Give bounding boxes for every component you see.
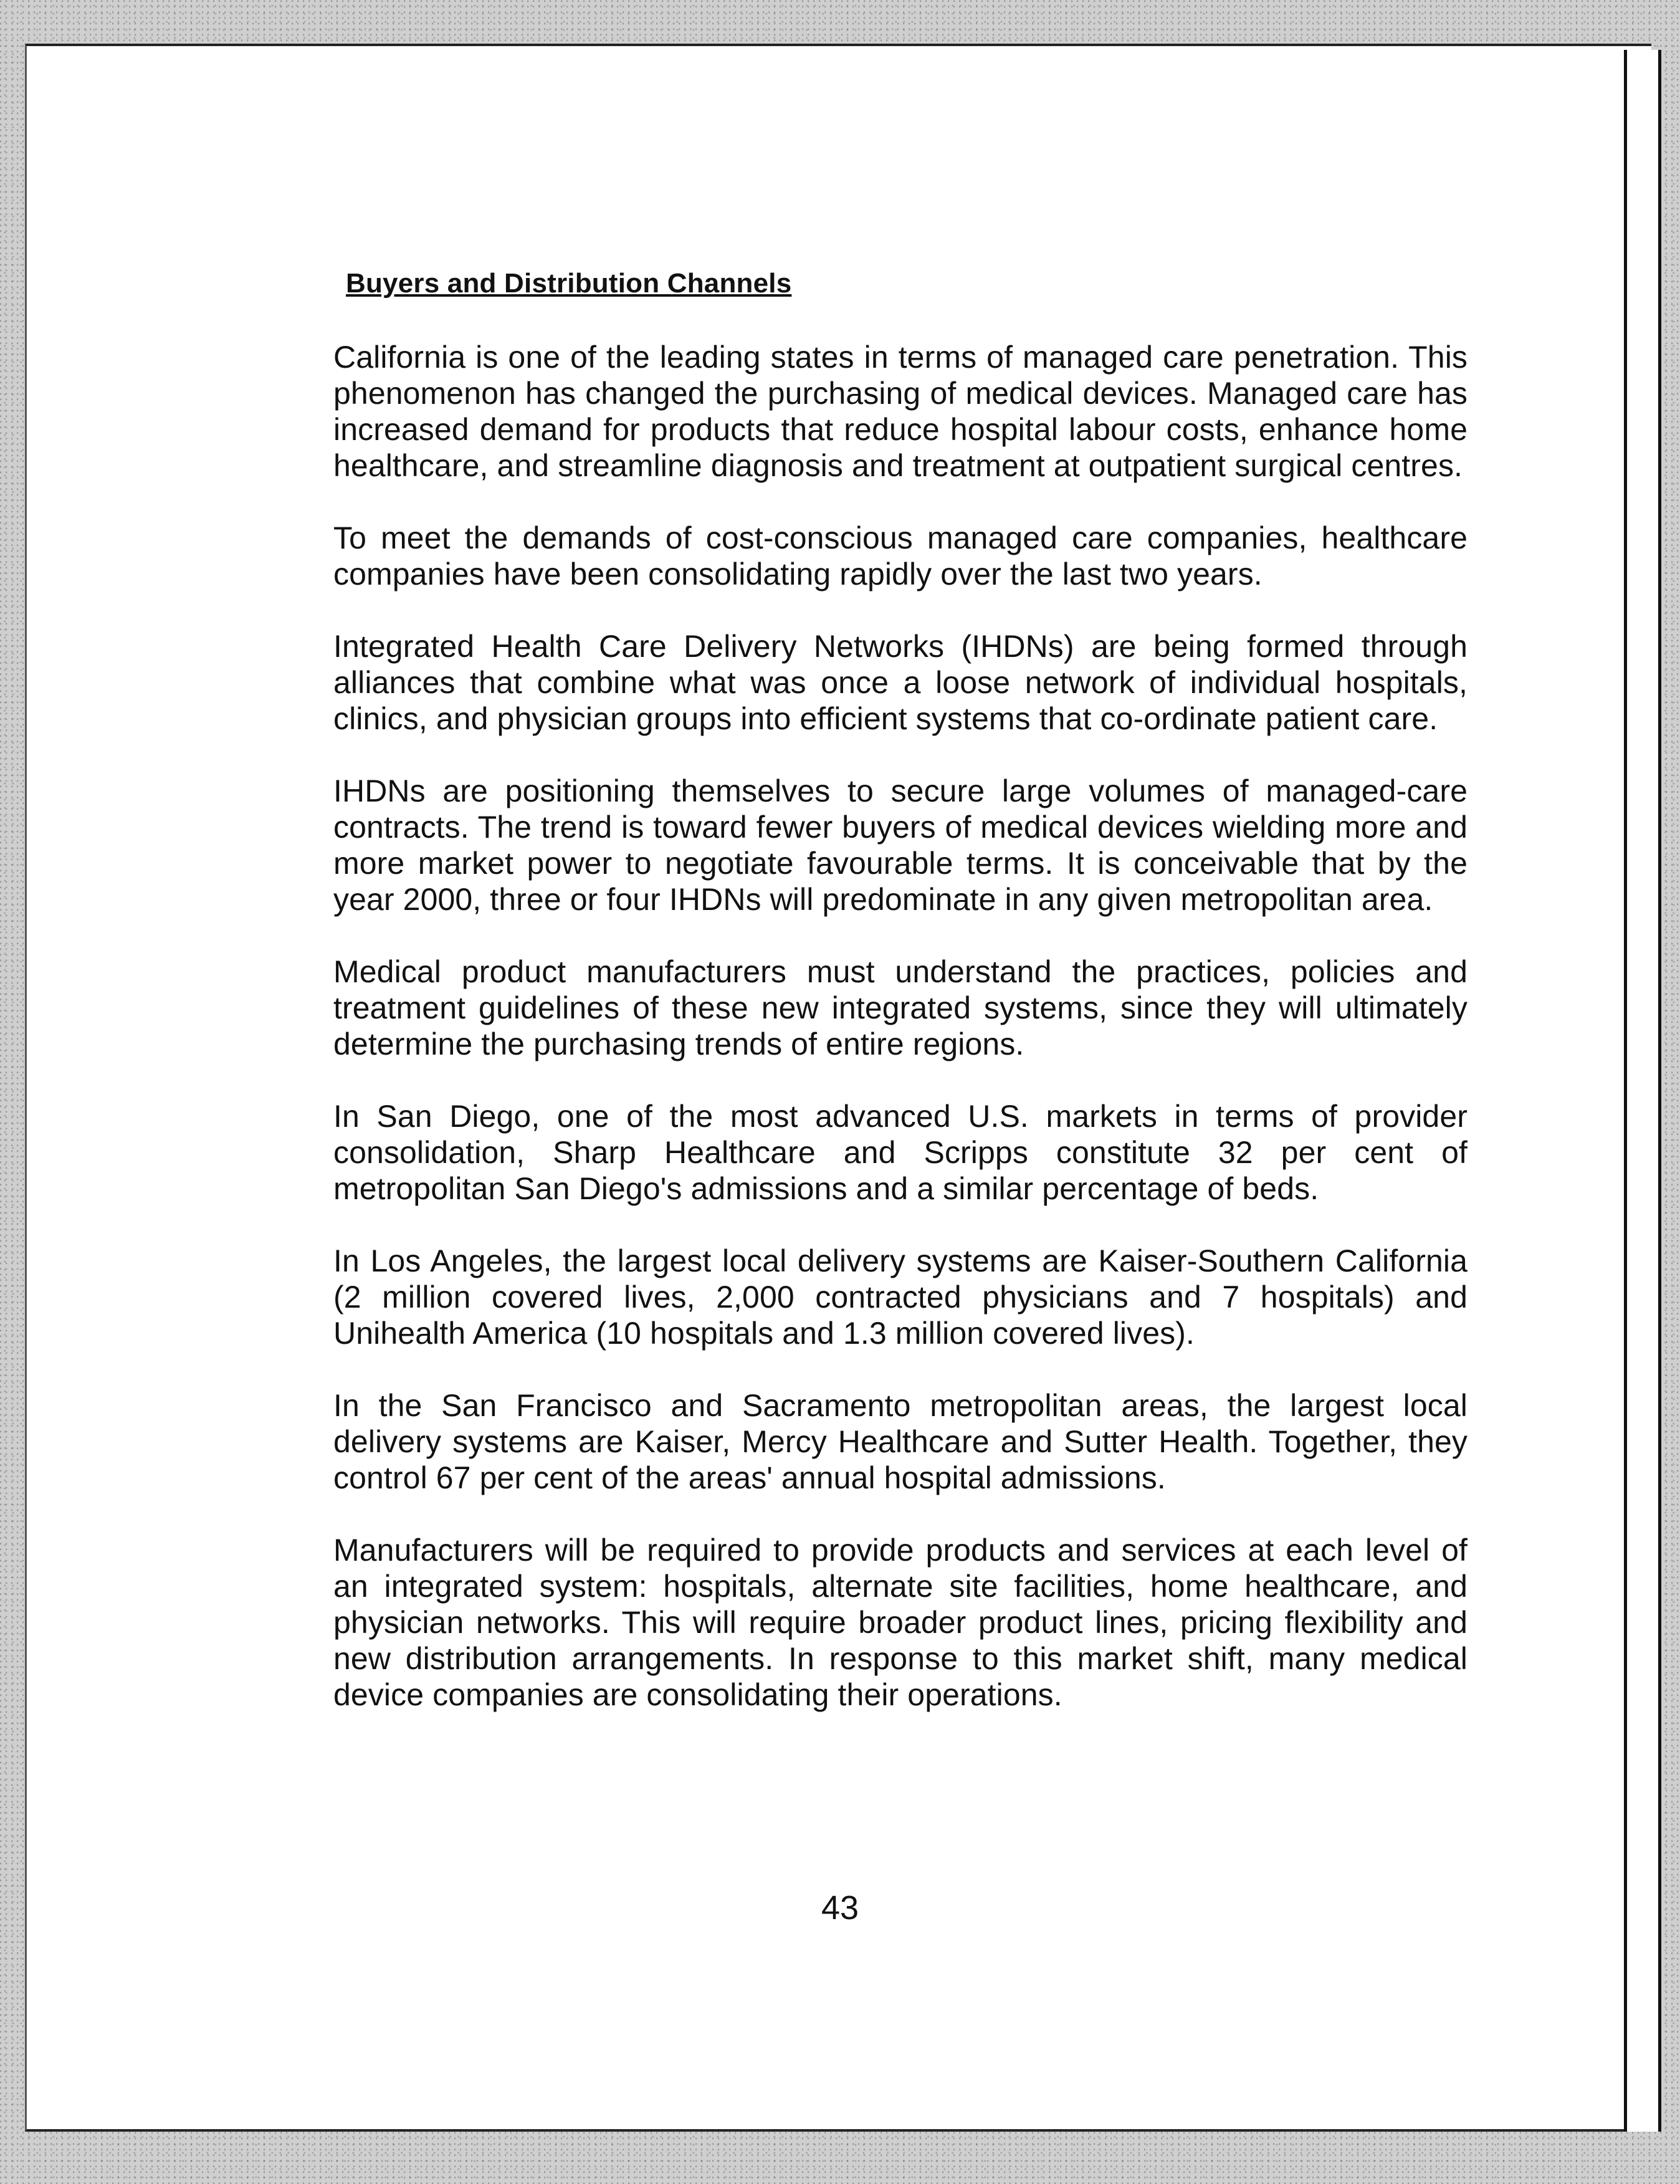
document-body: [333, 268, 1468, 1749]
paragraph-manufacturers-understand: Medical product manufacturers must understand the practices, policies and treatment guidelines of these new integrated systems, since they will ultimately determine the purchasing trends of entire regions.: [333, 954, 1468, 1061]
section-heading: Buyers and Distribution Channels: [346, 268, 792, 299]
page-number: 43: [821, 1889, 859, 1927]
paragraph-ihdn-positioning: IHDNs are positioning themselves to secure large volumes of managed-care contracts. The trend is toward fewer buyers of medical devices wielding more and more market power to negotiate favourable terms. It is conceivable that by the year 2000, three or four IHDNs will predominate in any given metropolitan area.: [333, 774, 1468, 917]
paragraph-los-angeles: In Los Angeles, the largest local delivery systems are Kaiser-Southern California (2 million covered lives, 2,000 contracted physicians and 7 hospitals) and Unihealth America (10 hospitals and 1.3 million covered lives).: [333, 1243, 1468, 1351]
paragraph-consolidation: To meet the demands of cost-conscious managed care companies, healthcare companies have been consolidating rapidly over the last two years.: [333, 520, 1468, 592]
paragraph-ihdn-definition: Integrated Health Care Delivery Networks (IHDNs) are being formed through alliances that combine what was once a loose network of individual hospitals, clinics, and physician groups into efficient systems that co-ordinate patient care.: [333, 629, 1468, 736]
paragraph-managed-care: California is one of the leading states in terms of managed care penetration. This phenomenon has changed the purchasing of medical devices. Managed care has increased demand for products that reduce hospital labour costs, enhance home healthcare, and streamline diagnosis and treatment at outpatient surgical centres.: [333, 340, 1468, 483]
page-binding-edge: [1624, 50, 1661, 2132]
paragraph-manufacturers-required: Manufacturers will be required to provide products and services at each level of an integrated system: hospitals, alternate site facilities, home healthcare, and physician networks. This will require broader product lines, pricing flexibility and new distribution arrangements. In response to this market shift, many medical device companies are consolidating their operations.: [333, 1533, 1468, 1712]
paragraph-san-francisco: In the San Francisco and Sacramento metropolitan areas, the largest local delivery systems are Kaiser, Mercy Healthcare and Sutter Health. Together, they control 67 per cent of the areas' annual hospital admissions.: [333, 1388, 1468, 1495]
paragraph-san-diego: In San Diego, one of the most advanced U.S. markets in terms of provider consolidation, Sharp Healthcare and Scripps constitute 32 per cent of metropolitan San Diego's admissions and a similar percentage of beds.: [333, 1099, 1468, 1206]
